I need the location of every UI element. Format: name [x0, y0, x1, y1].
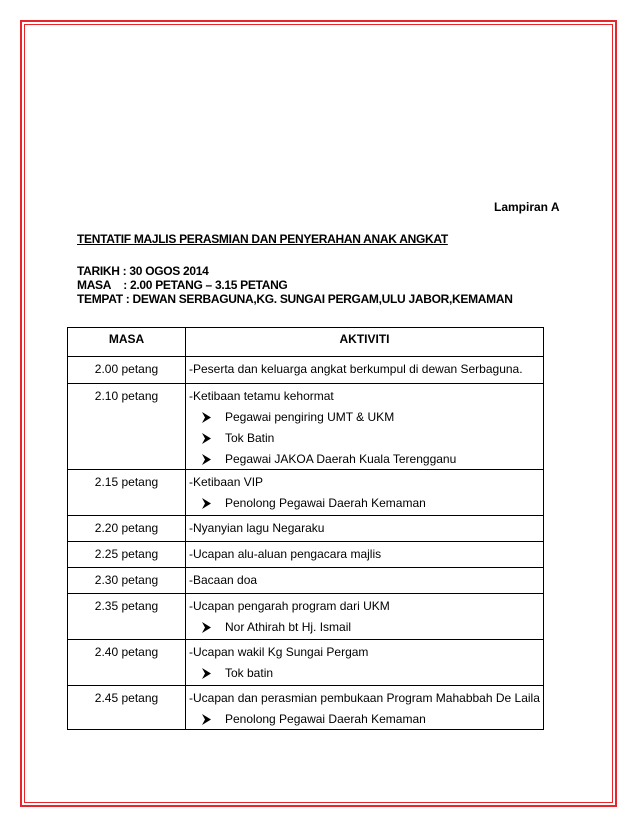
arrow-bullet-icon [201, 433, 215, 444]
time-cell: 2.15 petang [68, 470, 186, 516]
info-tempat [77, 292, 513, 306]
time-cell: 2.25 petang [68, 542, 186, 568]
activity-cell [186, 568, 544, 594]
info-value: DEWAN SERBAGUNA,KG. SUNGAI PERGAM,ULU JABOR,KEMAMAN [132, 292, 513, 306]
time-cell: 2.40 petang [68, 640, 186, 686]
info-masa [77, 278, 287, 292]
sub-item [201, 666, 543, 680]
time-cell: 2.45 petang [68, 686, 186, 730]
info-label: TARIKH [77, 264, 120, 278]
info-tarikh [77, 264, 209, 278]
info-separator: : [122, 292, 133, 306]
table-row [68, 384, 544, 470]
arrow-bullet-icon [201, 714, 215, 725]
activity-text: -Ucapan pengarah program dari UKM [189, 599, 390, 613]
document-title: TENTATIF MAJLIS PERASMIAN DAN PENYERAHAN ANAK ANGKAT [77, 232, 448, 246]
activity-text: -Ketibaan VIP [189, 475, 264, 489]
sub-item-text: Tok Batin [225, 431, 275, 445]
table-row [68, 686, 544, 730]
time-cell: 2.00 petang [68, 357, 186, 384]
sub-item [201, 410, 543, 424]
sub-item-text: Nor Athirah bt Hj. Ismail [225, 620, 352, 634]
schedule-table [67, 327, 544, 730]
table-row [68, 640, 544, 686]
sub-item-text: Pegawai JAKOA Daerah Kuala Terengganu [225, 452, 457, 466]
activity-text: -Nyanyian lagu Negaraku [189, 521, 325, 535]
sub-item-text: Pegawai pengiring UMT & UKM [225, 410, 395, 424]
sub-item-text: Tok batin [225, 666, 274, 680]
activity-cell [186, 686, 544, 730]
arrow-bullet-icon [201, 498, 215, 509]
info-value: 30 OGOS 2014 [129, 264, 209, 278]
arrow-bullet-icon [201, 622, 215, 633]
activity-text: -Ucapan dan perasmian pembukaan Program Mahabbah De Laila [189, 691, 540, 705]
activity-cell [186, 516, 544, 542]
info-value: 2.00 PETANG – 3.15 PETANG [130, 278, 288, 292]
info-separator: : [119, 264, 130, 278]
activity-cell [186, 384, 544, 470]
time-cell: 2.35 petang [68, 594, 186, 640]
sub-item [201, 452, 543, 466]
activity-text: -Ketibaan tetamu kehormat [189, 389, 334, 403]
info-label: TEMPAT [77, 292, 123, 306]
activity-text: -Bacaan doa [189, 573, 258, 587]
table-row [68, 357, 544, 384]
arrow-bullet-icon [201, 668, 215, 679]
lampiran-label: Lampiran A [494, 200, 560, 214]
sub-item-text: Penolong Pegawai Daerah Kemaman [225, 712, 426, 726]
info-label: MASA [77, 278, 112, 292]
table-row [68, 542, 544, 568]
time-cell: 2.20 petang [68, 516, 186, 542]
activity-cell [186, 542, 544, 568]
sub-item-text: Penolong Pegawai Daerah Kemaman [225, 496, 426, 510]
table-row [68, 516, 544, 542]
activity-text: -Peserta dan keluarga angkat berkumpul di dewan Serbaguna. [189, 362, 523, 376]
sub-item [201, 712, 543, 726]
activity-cell [186, 357, 544, 384]
info-separator: : [111, 278, 131, 292]
table-header-row [68, 328, 544, 357]
activity-text: -Ucapan alu-aluan pengacara majlis [189, 547, 382, 561]
schedule-body [68, 357, 544, 730]
arrow-bullet-icon [201, 412, 215, 423]
activity-cell [186, 640, 544, 686]
sub-item [201, 431, 543, 445]
header-masa: MASA [68, 328, 186, 357]
table-row [68, 594, 544, 640]
sub-item [201, 496, 543, 510]
activity-cell [186, 470, 544, 516]
time-cell: 2.30 petang [68, 568, 186, 594]
header-aktiviti: AKTIVITI [186, 328, 544, 357]
time-cell: 2.10 petang [68, 384, 186, 470]
sub-item [201, 620, 543, 634]
table-row [68, 470, 544, 516]
arrow-bullet-icon [201, 454, 215, 465]
activity-text: -Ucapan wakil Kg Sungai Pergam [189, 645, 369, 659]
activity-cell [186, 594, 544, 640]
table-row [68, 568, 544, 594]
